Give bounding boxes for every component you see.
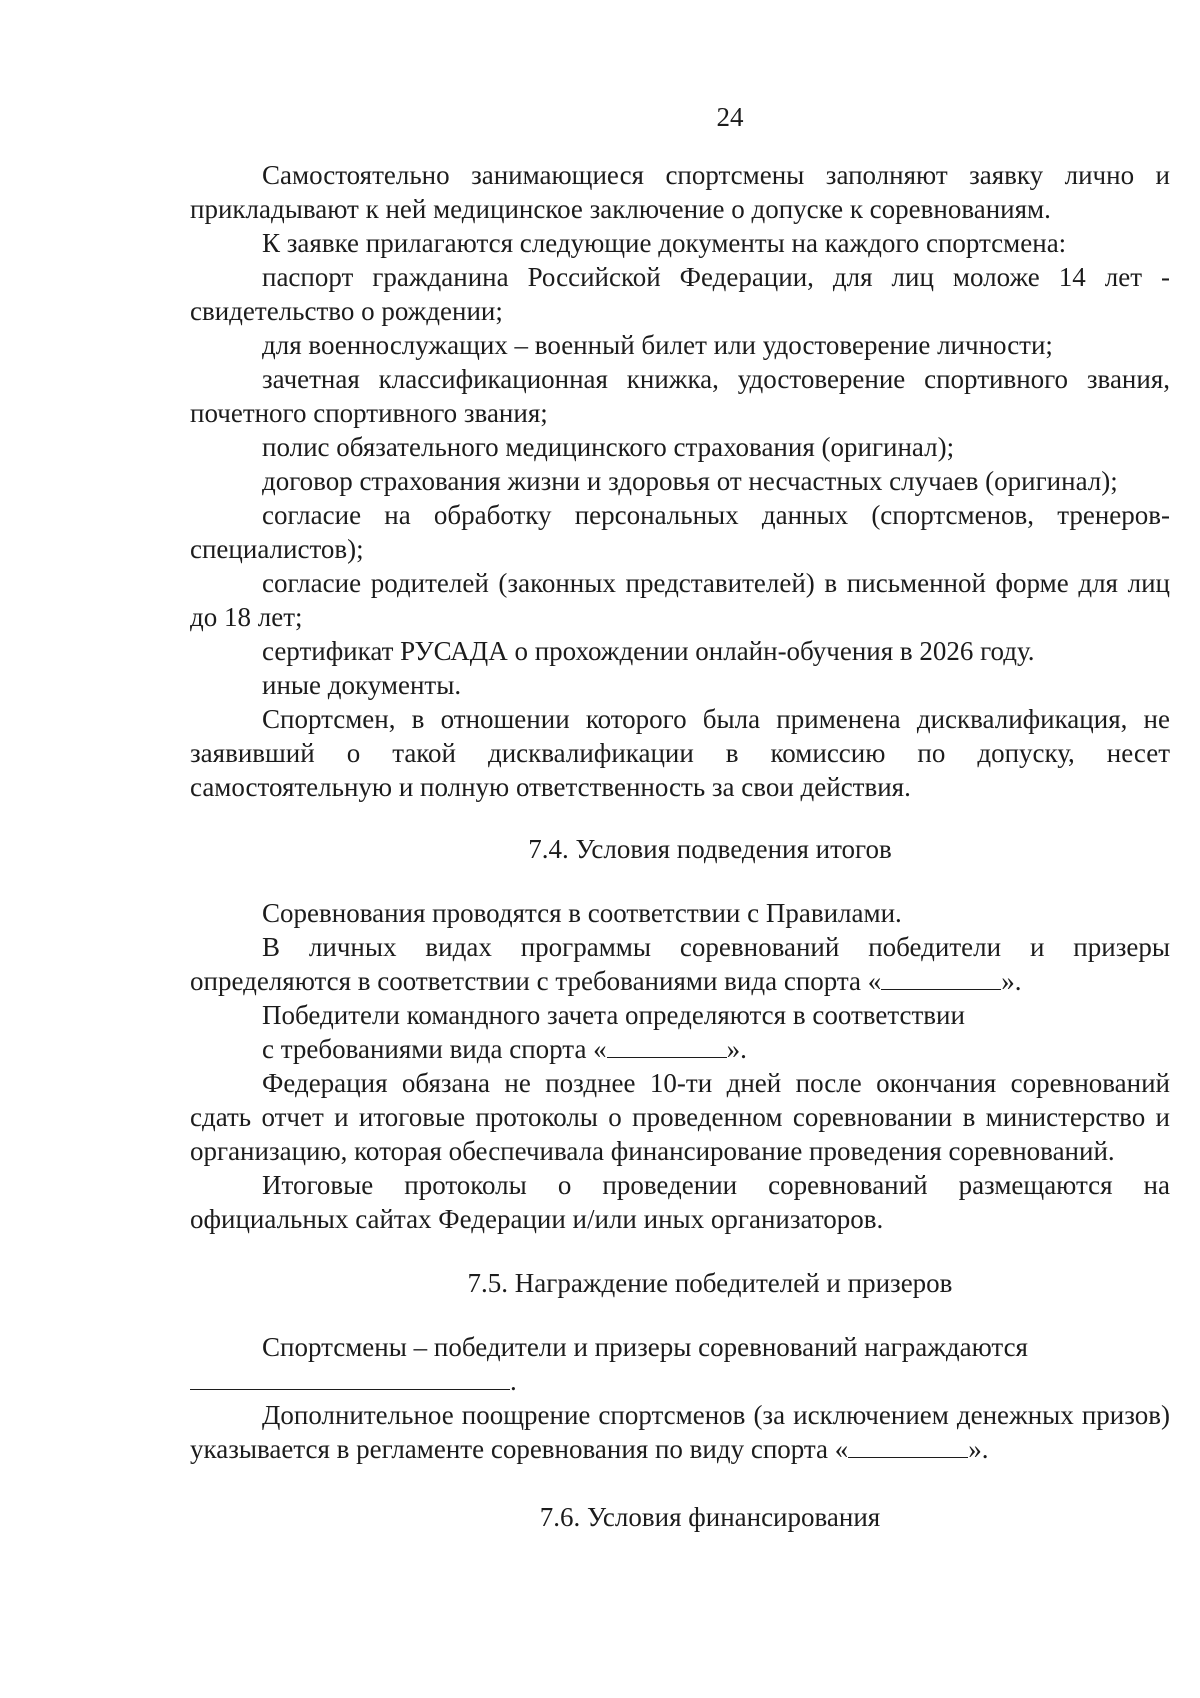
list-item-parent-consent: согласие родителей (законных представителей) в письменной форме для лиц до 18 лет; [190, 568, 1170, 632]
sport-name-blank [881, 967, 1001, 990]
paragraph-awarding: Спортсмены – победители и призеры соревнований награждаются [262, 1332, 1028, 1362]
section-heading-7-4: 7.4. Условия подведения итогов [528, 834, 892, 864]
personal-winners-text: В личных видах программы соревнований победители и призеры определяются в соответствии с требованиями вида спорта « [190, 932, 1170, 996]
paragraph-protocols-published: Итоговые протоколы о проведении соревнований размещаются на официальных сайтах Федерации и/или иных организаторов. [190, 1170, 1170, 1234]
paragraph-team-winners-cont [190, 1032, 1170, 1066]
closing-quote: ». [726, 1034, 747, 1064]
team-winners-text: с требованиями вида спорта « [262, 1034, 607, 1064]
paragraph-rules: Соревнования проводятся в соответствии с Правилами. [262, 898, 902, 928]
paragraph-personal-winners [190, 930, 1170, 998]
awarding-blank [190, 1367, 510, 1390]
list-item-other-documents: иные документы. [262, 670, 462, 700]
list-item-classification-book: зачетная классификационная книжка, удостоверение спортивного звания, почетного спортивного звания; [190, 364, 1170, 428]
document-page [190, 100, 1170, 1564]
incentives-text: Дополнительное поощрение спортсменов (за исключением денежных призов) указывается в регламенте соревнования по виду спорта « [190, 1400, 1170, 1464]
page-number: 24 [716, 102, 744, 132]
awarding-period: . [510, 1366, 517, 1396]
closing-quote: ». [968, 1434, 989, 1464]
list-item-personal-data-consent: согласие на обработку персональных данных (спортсменов, тренеров-специалистов); [190, 500, 1170, 564]
list-item-medical-policy: полис обязательного медицинского страхования (оригинал); [262, 432, 955, 462]
list-item-passport: паспорт гражданина Российской Федерации, для лиц моложе 14 лет - свидетельство о рождении; [190, 262, 1170, 326]
awarding-blank-line [190, 1364, 1170, 1398]
section-heading-7-5: 7.5. Награждение победителей и призеров [467, 1268, 953, 1298]
paragraph-documents-intro: К заявке прилагаются следующие документы на каждого спортсмена: [262, 228, 1067, 258]
list-item-rusada-certificate: сертификат РУСАДА о прохождении онлайн-обучения в 2026 году. [262, 636, 1035, 666]
documents-list [190, 158, 1170, 804]
list-item-military: для военнослужащих – военный билет или удостоверение личности; [262, 330, 1053, 360]
section-heading-7-6: 7.6. Условия финансирования [539, 1502, 881, 1532]
closing-quote: ». [1001, 966, 1022, 996]
section-7-5-body [190, 1330, 1170, 1466]
list-item-insurance: договор страхования жизни и здоровья от несчастных случаев (оригинал); [262, 466, 1118, 496]
sport-name-blank [848, 1435, 968, 1458]
sport-name-blank [607, 1035, 727, 1058]
paragraph-self-application: Самостоятельно занимающиеся спортсмены заполняют заявку лично и прикладывают к ней медицинское заключение о допуске к соревнованиям. [190, 160, 1170, 224]
paragraph-disqualification: Спортсмен, в отношении которого была применена дисквалификация, не заявивший о такой дисквалификации в комиссию по допуску, несет самостоятельную и полную ответственность за свои действия. [190, 704, 1170, 802]
paragraph-team-winners: Победители командного зачета определяются в соответствии [262, 1000, 965, 1030]
paragraph-federation-report: Федерация обязана не позднее 10-ти дней после окончания соревнований сдать отчет и итоговые протоколы о проведенном соревновании в министерство и организацию, которая обеспечивала финансирование проведения соревнований. [190, 1068, 1170, 1166]
section-7-4-body [190, 896, 1170, 1236]
paragraph-additional-incentives [190, 1398, 1170, 1466]
